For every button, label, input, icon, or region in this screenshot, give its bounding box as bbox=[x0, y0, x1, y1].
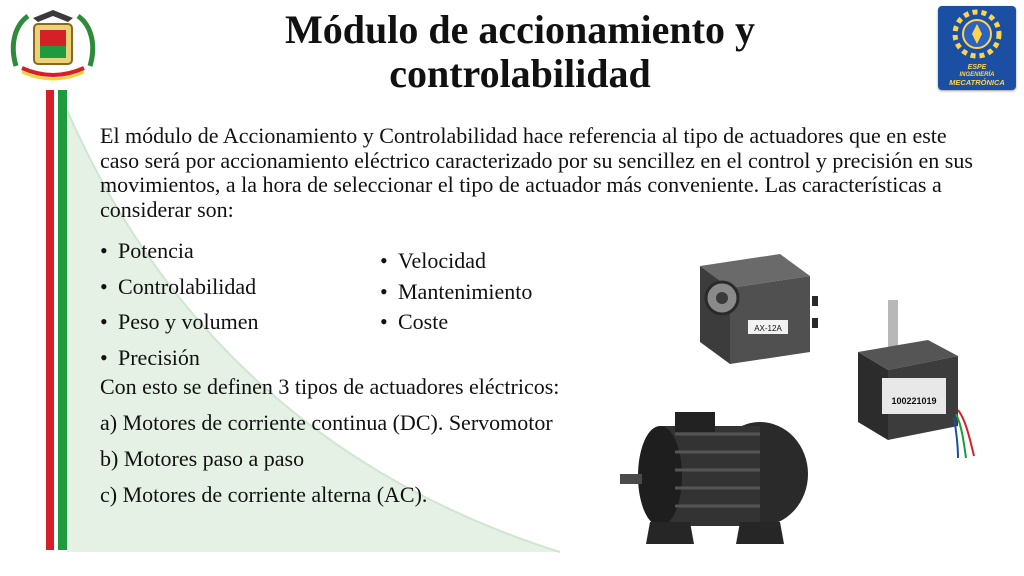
bullet-icon: • bbox=[100, 309, 108, 334]
list-item bbox=[100, 233, 259, 269]
coat-of-arms-logo bbox=[8, 6, 98, 88]
actuator-type-stepper: b) Motores paso a paso bbox=[100, 446, 305, 471]
intro-paragraph: El módulo de Accionamiento y Controlabilidad hace referencia al tipo de actuadores que en este caso será por accionamiento eléctrico caracterizado por su sencillez en el control y precisión en sus movimientos, a la hora de seleccionar el tipo de actuador más conveniente. Las características a considerar son: bbox=[100, 123, 973, 222]
list-item-text: Mantenimiento bbox=[398, 278, 533, 304]
list-item bbox=[100, 340, 259, 376]
list-item-text: Coste bbox=[398, 309, 449, 334]
servo-motor-image bbox=[660, 236, 830, 376]
list-item-text: Precisión bbox=[118, 344, 200, 370]
logo-text-mecatronica: MECATRÓNICA bbox=[949, 78, 1005, 87]
characteristics-list-right bbox=[380, 246, 532, 338]
list-item-text: Potencia bbox=[118, 238, 194, 263]
characteristics-list-left bbox=[100, 233, 259, 375]
bullet-icon: • bbox=[100, 238, 108, 263]
espe-mecatronica-logo bbox=[938, 6, 1016, 90]
flag-stripe-red bbox=[46, 90, 54, 550]
flag-stripe-green bbox=[58, 90, 67, 550]
bullet-icon: • bbox=[380, 309, 388, 334]
bullet-icon: • bbox=[380, 278, 388, 304]
list-item-text: Peso y volumen bbox=[118, 309, 259, 334]
actuator-type-ac: c) Motores de corriente alterna (AC). bbox=[100, 482, 428, 507]
bullet-icon: • bbox=[380, 248, 388, 273]
servo-label: AX-12A bbox=[754, 324, 782, 333]
actuator-type-dc: a) Motores de corriente continua (DC). Servomotor bbox=[100, 410, 553, 435]
ac-motor-image bbox=[620, 404, 820, 554]
stepper-label: 100221019 bbox=[891, 396, 937, 406]
bullet-icon: • bbox=[100, 344, 108, 370]
list-item bbox=[100, 269, 259, 305]
logo-text-ingenieria: INGENIERÍA bbox=[959, 72, 995, 78]
list-item-text: Controlabilidad bbox=[118, 273, 257, 299]
list-item-text: Velocidad bbox=[398, 248, 486, 273]
stepper-motor-image bbox=[838, 300, 978, 460]
list-item bbox=[380, 246, 532, 277]
bullet-icon: • bbox=[100, 273, 108, 299]
list-item bbox=[100, 304, 259, 340]
logo-text-espe: ESPE bbox=[967, 64, 987, 71]
list-item bbox=[380, 307, 532, 338]
gear-emblem-icon bbox=[938, 6, 1016, 64]
summary-text: Con esto se definen 3 tipos de actuadores eléctricos: bbox=[100, 374, 560, 399]
slide-title: Módulo de accionamiento y controlabilidad bbox=[285, 7, 755, 96]
list-item bbox=[380, 277, 532, 308]
